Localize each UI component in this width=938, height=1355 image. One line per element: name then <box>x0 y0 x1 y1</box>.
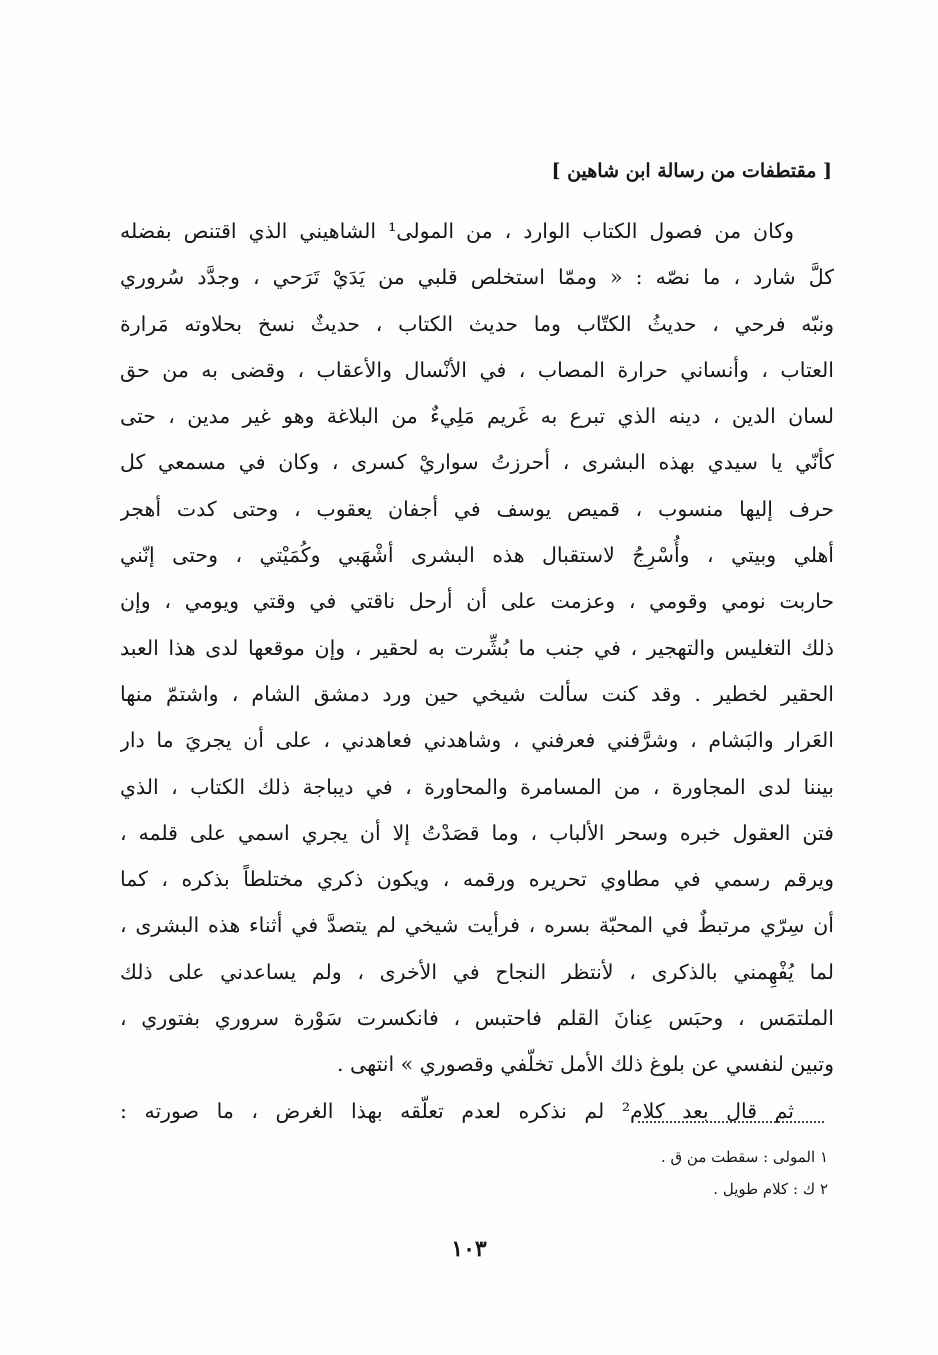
text-line: وكان من فصول الكتاب الوارد ، من المولى¹ الشاهيني الذي اقتنص بفضله <box>120 219 795 243</box>
text-line: الملتمَس ، وحبَس عِنانَ القلم فاحتبس ، فانكسرت سَوْرة سروري بفتوري ، <box>120 1006 834 1031</box>
page-header: [ مقتطفات من رسالة ابن شاهين ] <box>551 160 832 182</box>
footnote: ٢ ك : كلام طويل . <box>713 1180 828 1198</box>
footnotes <box>661 1141 828 1205</box>
text-line: العَرار والبَشام ، وشرَّفني فعرفني ، وشاهدني فعاهدني ، على أن يجريَ ما دار <box>120 728 834 753</box>
text-line: فتن العقول خبره وسحر الألباب ، وما قصَدْتُ إلا أن يجري اسمي على قلمه ، <box>120 820 834 845</box>
footnote: ١ المولى : سقطت من ق . <box>660 1148 828 1166</box>
text-line: ذلك التغليس والتهجير ، في جنب ما بُشِّرت به لحقير ، وإن موقعها لدى هذا العبد <box>120 635 834 660</box>
text-line: أهلي وبيتي ، وأُسْرِجُ لاستقبال هذه البشرى أشْهَبي وكُمَيْتي ، وحتى إنّني <box>120 543 834 568</box>
text-line: وتبين لنفسي عن بلوغ ذلك الأمل تخلّفي وقصوري » انتهى . <box>337 1052 834 1077</box>
text-line: أن سِرّي مرتبطٌ في المحبّة بسره ، فرأيت شيخي لم يتصدَّ في أثناء هذه البشرى ، <box>120 913 834 938</box>
text-line: كأنّي يا سيدي بهذه البشرى ، أحرزتُ سواريْ كسرى ، وكان في مسمعي كل <box>120 450 834 475</box>
text-line: لما يُفْهِمني بالذكرى ، لأنتظر النجاح في الأخرى ، ولم يساعدني على ذلك <box>120 959 834 984</box>
text-line: ويرقم رسمي في مطاوي تحريره ورقمه ، ويكون ذكري مختلطاً بذكره ، كما <box>120 867 834 892</box>
text-line: ثم قال بعد كلام² لم نذكره لعدم تعلّقه بهذا الغرض ، ما صورته : <box>120 1098 794 1123</box>
text-line: لسان الدين ، دينه الذي تبرع به غَريم مَلِيءٌ من البلاغة وهو غير مدين ، حتى <box>120 404 834 429</box>
text-line: كلَّ شارد ، ما نصّه : « وممّا استخلص قلبي من يَدَيْ تَرَحي ، وجدَّد سُروري <box>120 265 834 290</box>
page-number: ١٠٣ <box>451 1236 487 1262</box>
text-line: بيننا لدى المجاورة ، من المسامرة والمحاورة ، في ديباجة ذلك الكتاب ، الذي <box>120 774 834 799</box>
text-line: حرف إليها منسوب ، قميص يوسف في أجفان يعقوب ، وحتى كدت أهجر <box>120 496 834 521</box>
text-line: العتاب ، وأنساني حرارة المصاب ، في الأنْسال والأعقاب ، وقضى به من حق <box>120 357 834 382</box>
footnote-separator <box>638 1121 824 1123</box>
text-line: الحقير لخطير . وقد كنت سألت شيخي حين ورد دمشق الشام ، واشتمّ منها <box>120 681 834 706</box>
main-text <box>120 208 834 1134</box>
text-line: حاربت نومي وقومي ، وعزمت على أن أرحل ناقتي في وقتي ويومي ، وإن <box>120 589 834 614</box>
text-line: ونبّه فرحي ، حديثُ الكتّاب وما حديث الكتاب ، حديثٌ نسخ بحلاوته مَرارة <box>120 311 834 336</box>
